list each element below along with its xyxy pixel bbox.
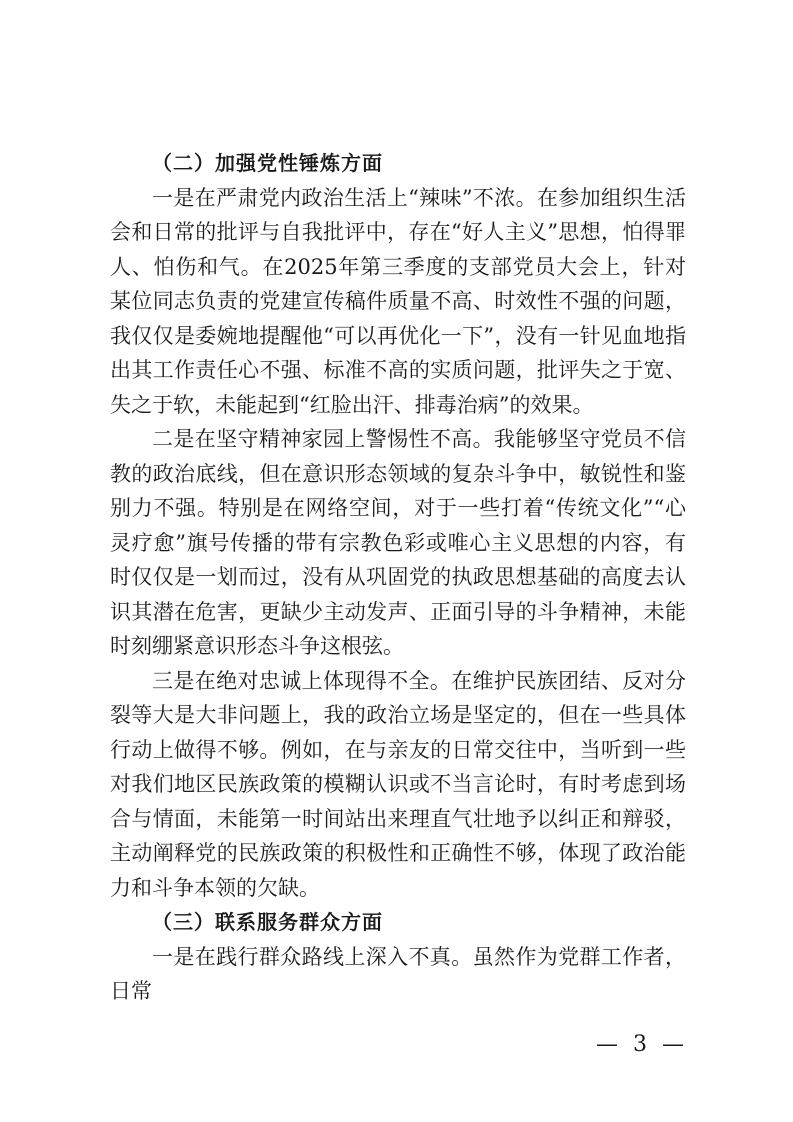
section-heading-serve-masses: （三）联系服务群众方面 bbox=[152, 910, 383, 934]
paragraph-point-three: 三是在绝对忠诚上体现得不全。在维护民族团结、反对分裂等大是大非问题上，我的政治立场是坚定的，但在一些具体行动上做得不够。例如，在与亲友的日常交往中，当听到一些对我们地区民族政策的模糊认识或不当言论时，有时考虑到场合与情面，未能第一时间站出来理直气壮地予以纠正和辩驳，主动阐释党的民族政策的积极性和正确性不够，体现了政治能力和斗争本领的欠缺。 bbox=[110, 668, 686, 900]
paragraph-mass-line: 一是在践行群众路线上深入不真。虽然作为党群工作者，日常 bbox=[110, 944, 686, 1003]
page-number: — 3 — bbox=[596, 1032, 688, 1057]
paragraph-point-one: 一是在严肃党内政治生活上“辣味”不浓。在参加组织生活会和日常的批评与自我批评中，存在“好人主义”思想，怕得罪人、怕伤和气。在2025年第三季度的支部党员大会上，针对某位同志负责的党建宣传稿件质量不高、时效性不强的问题，我仅仅是委婉地提醒他“可以再优化一下”，没有一针见血地指出其工作责任心不强、标准不高的实质问题，批评失之于宽、失之于软，未能起到“红脸出汗、排毒治病”的效果。 bbox=[110, 185, 686, 417]
section-heading-strengthen-party-spirit: （二）加强党性锤炼方面 bbox=[152, 151, 383, 175]
document-body bbox=[110, 146, 686, 1009]
paragraph-point-two: 二是在坚守精神家园上警惕性不高。我能够坚守党员不信教的政治底线，但在意识形态领域的复杂斗争中，敏锐性和鉴别力不强。特别是在网络空间，对于一些打着“传统文化”“心灵疗愈”旗号传播的带有宗教色彩或唯心主义思想的内容，有时仅仅是一划而过，没有从巩固党的执政思想基础的高度去认识其潜在危害，更缺少主动发声、正面引导的斗争精神，未能时刻绷紧意识形态斗争这根弦。 bbox=[110, 427, 686, 658]
